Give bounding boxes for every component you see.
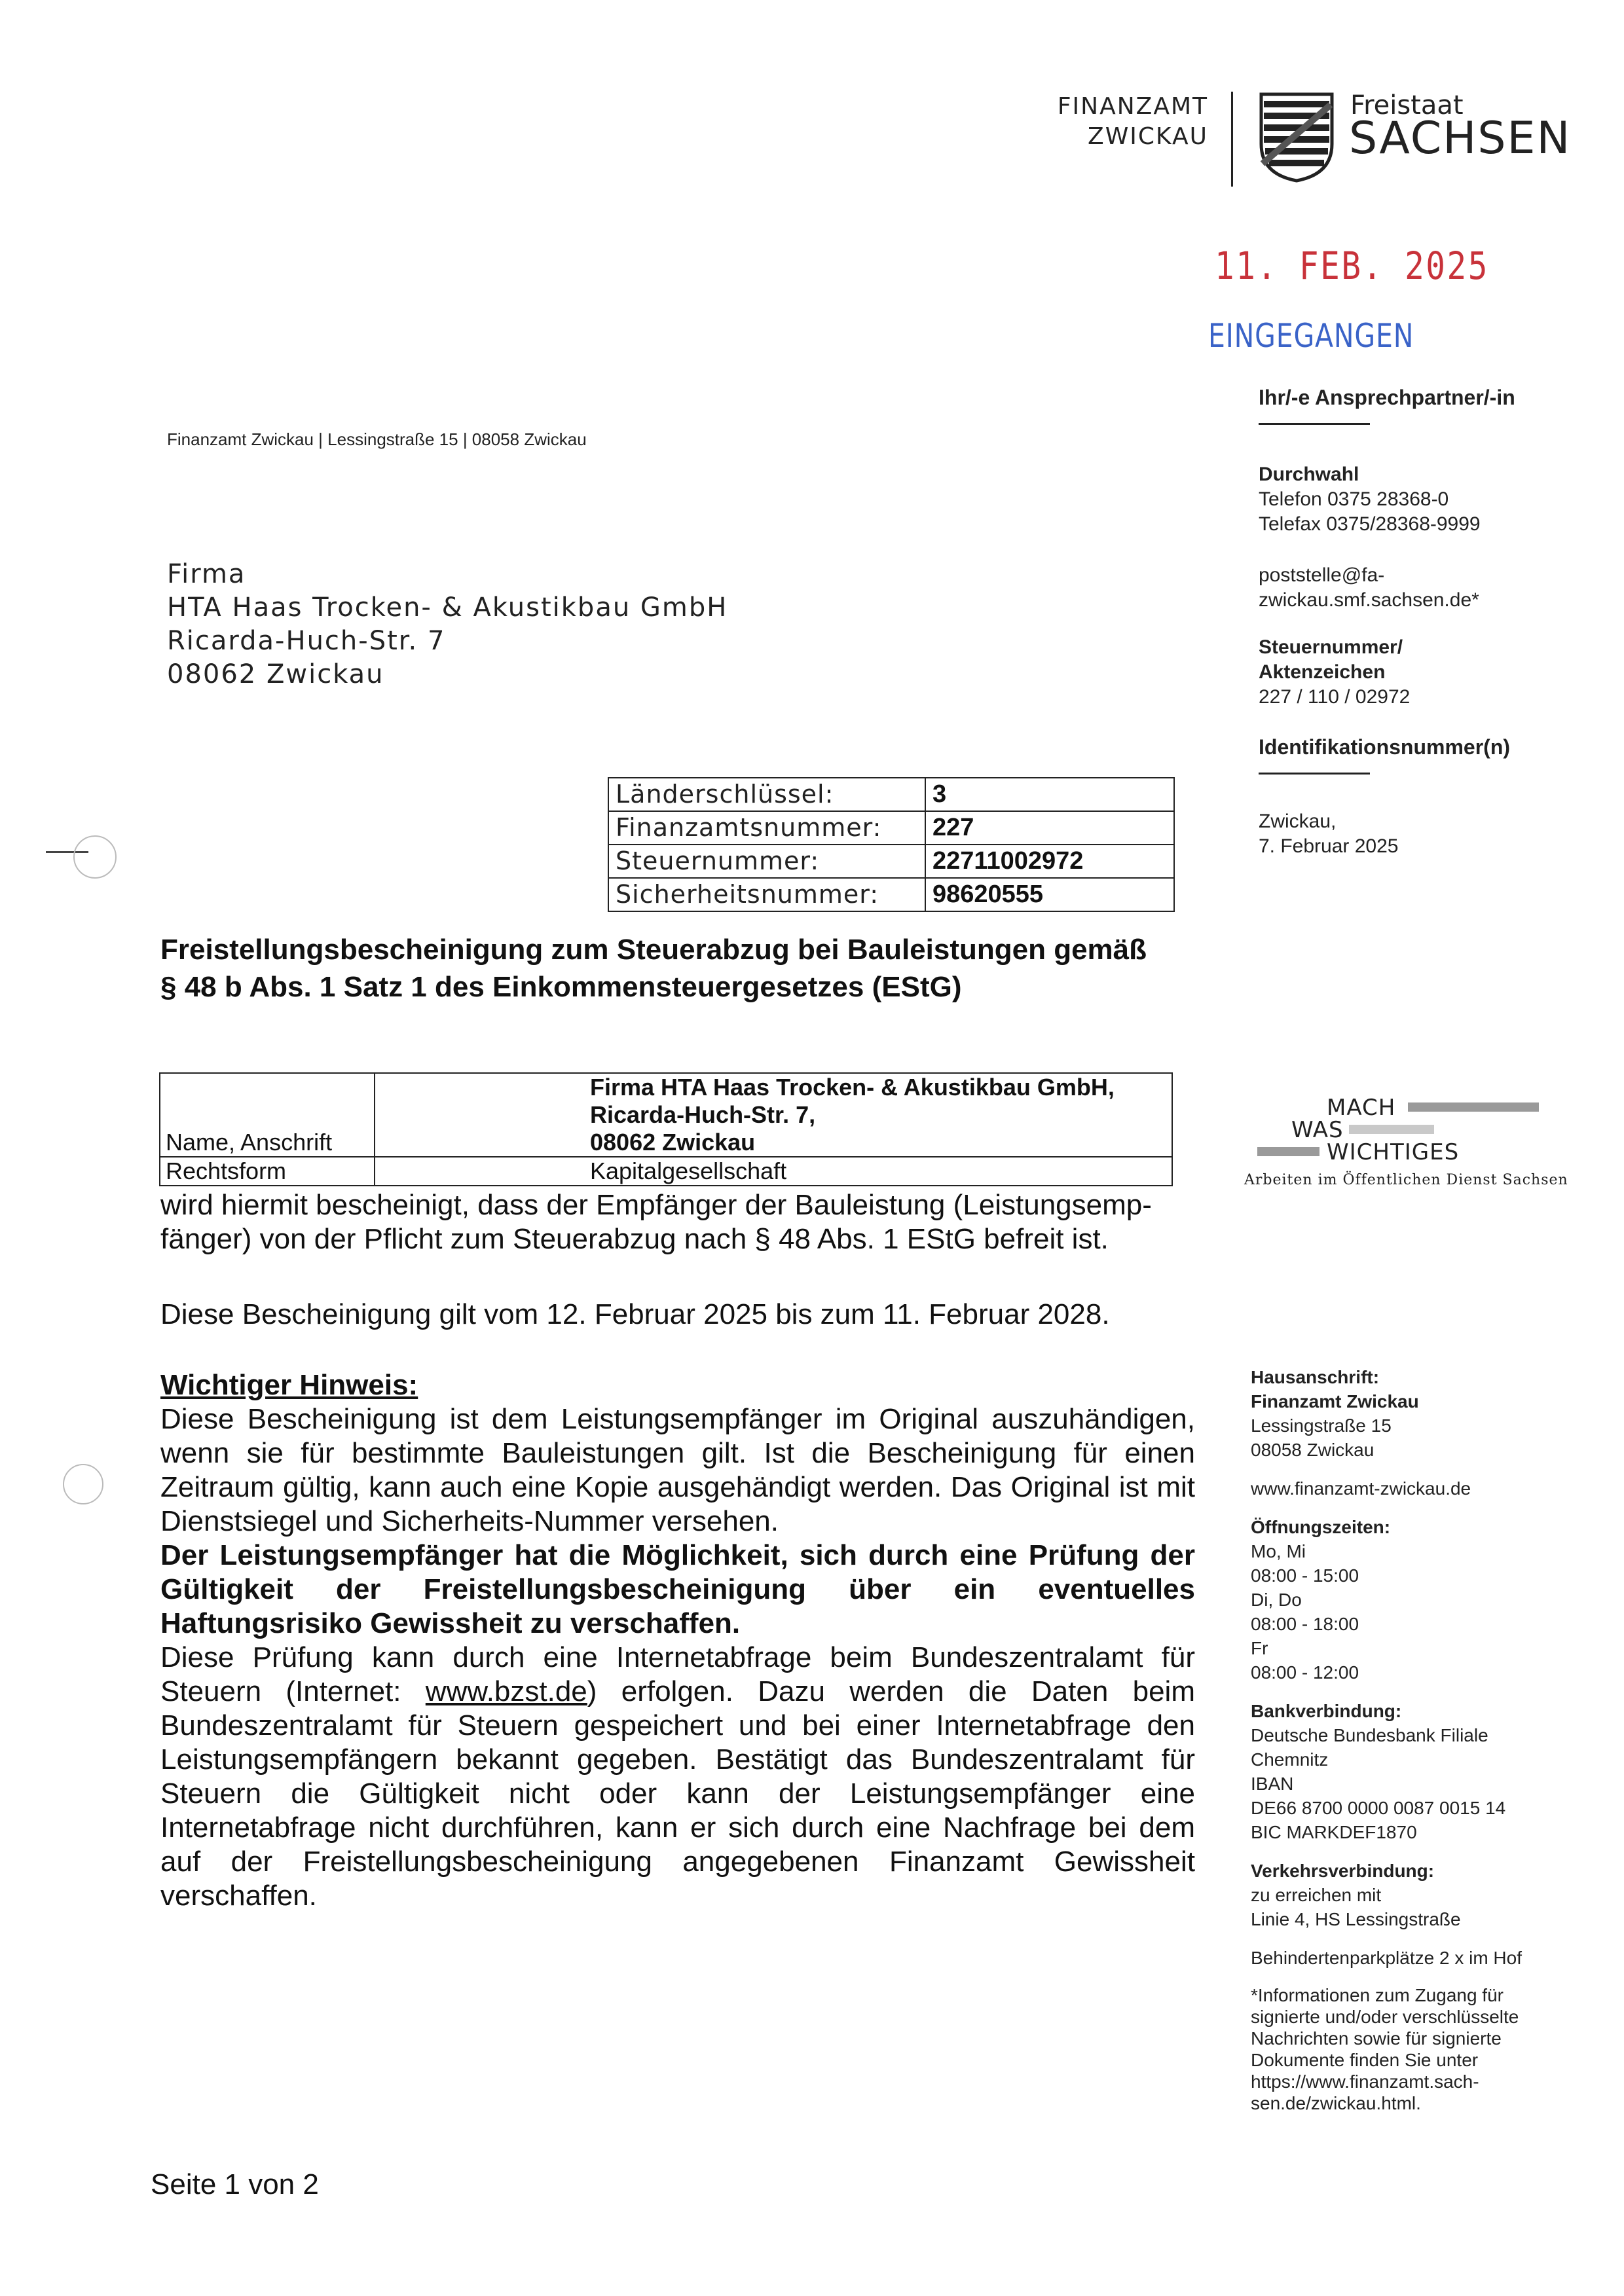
iban-value: DE66 8700 0000 0087 0015 14 [1251, 1798, 1506, 1818]
logo-bar [1349, 1125, 1434, 1134]
table-row [608, 878, 1174, 911]
company-table [159, 1072, 1173, 1186]
logo-word1: MACH [1327, 1095, 1396, 1121]
state-name-line1: Freistaat [1350, 90, 1464, 120]
recipient-line1: Firma [167, 559, 246, 589]
date-block [1259, 809, 1398, 859]
table-row [608, 845, 1174, 878]
key-label: Finanzamtsnummer: [608, 811, 925, 845]
id-rule [1259, 773, 1370, 774]
important-note-text: Diese Bescheinigung ist dem Leistungsempfänger im Original auszuhändigen, wenn sie für bestimmte Bauleistungen gilt. Ist die Bescheinigung für einen Zeitraum gültig, kann auch eine Kopie ausgehändigt werden. Das Original ist mit Dienstsiegel und Sicherheits-Nummer versehen. [160, 1403, 1195, 1537]
page-number: Seite 1 von 2 [151, 2168, 319, 2200]
hours-heading: Öffnungszeiten: [1251, 1517, 1391, 1537]
email-line2[interactable]: zwickau.smf.sachsen.de* [1259, 589, 1479, 611]
verification-text [160, 1641, 1195, 1913]
name-address-line1: Firma HTA Haas Trocken- & Akustikbau GmbH, Ricarda-Huch-Str. 7, [590, 1074, 1115, 1128]
email-line1[interactable]: poststelle@fa- [1259, 564, 1385, 586]
table-row [160, 1073, 1172, 1157]
key-value: 22711002972 [925, 845, 1174, 878]
certification-line1: wird hiermit bescheinigt, dass der Empfänger der Bauleistung (Leistungsemp- [160, 1189, 1152, 1221]
recipient-line2: HTA Haas Trocken- & Akustikbau GmbH [167, 592, 728, 623]
contact-heading: Ihr/-e Ansprechpartner/-in [1259, 386, 1515, 409]
hours-days: Mo, Mi [1251, 1541, 1306, 1561]
received-stamp-date: 11. FEB. 2025 [1215, 244, 1490, 288]
validity-text: Diese Bescheinigung gilt vom 12. Februar 2025 bis zum 11. Februar 2028. [160, 1298, 1110, 1330]
hausanschrift-city: 08058 Zwickau [1251, 1440, 1375, 1460]
office-name [1022, 92, 1208, 152]
bank-heading: Bankverbindung: [1251, 1701, 1402, 1721]
certification-line2: fänger) von der Pflicht zum Steuerabzug nach § 48 Abs. 1 EStG befreit ist. [160, 1223, 1109, 1255]
state-name-line2: SACHSEN [1349, 113, 1572, 164]
place: Zwickau, [1259, 811, 1337, 832]
logo-bar [1257, 1147, 1320, 1156]
durchwahl-heading: Durchwahl [1259, 464, 1359, 485]
traffic-line2: Linie 4, HS Lessingstraße [1251, 1909, 1461, 1929]
tax-keys-table [608, 777, 1175, 912]
note-line: signierte und/oder verschlüsselte [1251, 2007, 1519, 2027]
legal-form-label: Rechtsform [160, 1157, 375, 1186]
logo-word2: WAS [1291, 1117, 1344, 1143]
table-row [608, 811, 1174, 845]
hausanschrift-street: Lessingstraße 15 [1251, 1415, 1392, 1436]
office-name-line2: ZWICKAU [1088, 123, 1208, 150]
note-line: Nachrichten sowie für signierte [1251, 2028, 1502, 2049]
saxony-coat-of-arms-icon [1257, 92, 1336, 183]
important-note-heading: Wichtiger Hinweis: [160, 1369, 418, 1401]
parking-info: Behindertenparkplätze 2 x im Hof [1251, 1948, 1522, 1968]
bank-name1: Deutsche Bundesbank Filiale [1251, 1725, 1488, 1745]
traffic-line1: zu erreichen mit [1251, 1885, 1382, 1905]
verification-text-after: ) erfolgen. Dazu werden die Daten beim Bundeszentralamt für Steuern gespeichert und bei einer Internetabfrage den Leistungsempfängern bekannt gegeben. Bestätigt das Bundeszentralamt für Steuern die Gültigkeit nicht oder kann der Leistungsempfänger eine Internetabfrage nicht durchführen, kann er sich durch eine Nachfrage bei dem auf der Freistellungsbescheinigung angegebenen Finanzamt Gewissheit verschaffen. [160, 1675, 1195, 1912]
contact-rule [1259, 423, 1370, 425]
table-row [160, 1157, 1172, 1186]
id-heading: Identifikationsnummer(n) [1259, 735, 1511, 759]
telefax: Telefax 0375/28368-9999 [1259, 513, 1481, 535]
note-link[interactable]: https://www.finanzamt.sach- [1251, 2071, 1479, 2092]
important-note-bold: Der Leistungsempfänger hat die Möglichkeit, sich durch eine Prüfung der Gültigkeit der Freistellungsbescheinigung über ein eventuelles Haftungsrisiko Gewissheit zu verschaffen. [160, 1539, 1195, 1639]
name-address-label: Name, Anschrift [160, 1073, 375, 1157]
office-address-block [1251, 1365, 1522, 2114]
key-label: Sicherheitsnummer: [608, 878, 925, 911]
title-line1: Freistellungsbescheinigung zum Steuerabzug bei Bauleistungen gemäß [160, 934, 1147, 966]
tax-number-block [1259, 635, 1410, 710]
hausanschrift-name: Finanzamt Zwickau [1251, 1391, 1419, 1412]
recipient-line4: 08062 Zwickau [167, 659, 384, 689]
hours-days: Fr [1251, 1638, 1268, 1658]
bic-value: BIC MARKDEF1870 [1251, 1822, 1417, 1842]
name-address-line2: 08062 Zwickau [590, 1129, 756, 1156]
telefon: Telefon 0375 28368-0 [1259, 488, 1449, 510]
legal-form-text: Kapitalgesellschaft [590, 1157, 787, 1184]
note-line: *Informationen zum Zugang für [1251, 1985, 1504, 2005]
key-value: 98620555 [925, 878, 1174, 911]
traffic-heading: Verkehrsverbindung: [1251, 1861, 1435, 1881]
hours-days: Di, Do [1251, 1590, 1302, 1610]
sender-address-line: Finanzamt Zwickau | Lessingstraße 15 | 08058 Zwickau [167, 429, 587, 449]
phone-block [1259, 462, 1481, 537]
document-title [160, 931, 1147, 1006]
key-label: Länderschlüssel: [608, 778, 925, 811]
hours-time: 08:00 - 18:00 [1251, 1614, 1359, 1634]
bank-name2: Chemnitz [1251, 1749, 1329, 1770]
recipient-address [167, 558, 728, 691]
letter-date: 7. Februar 2025 [1259, 835, 1399, 857]
logo-tagline: Arbeiten im Öffentlichen Dienst Sachsen [1244, 1172, 1568, 1188]
hours-time: 08:00 - 15:00 [1251, 1565, 1359, 1586]
bzst-link[interactable]: www.bzst.de [425, 1675, 587, 1707]
digital-access-note [1251, 1984, 1522, 2114]
steuernummer-heading1: Steuernummer/ [1259, 636, 1403, 658]
punch-hole-mark [63, 1464, 103, 1504]
hours-time: 08:00 - 12:00 [1251, 1662, 1359, 1683]
name-address-value [375, 1073, 1172, 1157]
legal-form-value [375, 1157, 1172, 1186]
recipient-line3: Ricarda-Huch-Str. 7 [167, 626, 446, 656]
contact-block [1259, 385, 1515, 425]
header-divider [1231, 92, 1233, 187]
logo-bar [1408, 1102, 1539, 1112]
office-name-line1: FINANZAMT [1057, 93, 1208, 120]
hausanschrift-heading: Hausanschrift: [1251, 1367, 1380, 1387]
steuernummer-value: 227 / 110 / 02972 [1259, 686, 1411, 708]
punch-hole-mark [73, 835, 117, 879]
steuernummer-heading2: Aktenzeichen [1259, 661, 1386, 683]
logo-word3: WICHTIGES [1327, 1139, 1460, 1165]
certification-text [160, 1188, 1195, 1256]
verification-text-before: Diese Prüfung kann durch eine Internetabfrage beim Bundeszentralamt für Steuern (Internet: [160, 1641, 1195, 1707]
id-block [1259, 735, 1510, 774]
key-value: 3 [925, 778, 1174, 811]
title-line2: § 48 b Abs. 1 Satz 1 des Einkommensteuergesetzes (EStG) [160, 971, 962, 1003]
table-row [608, 778, 1174, 811]
email-block [1259, 563, 1479, 613]
iban-label: IBAN [1251, 1774, 1294, 1794]
note-line: Dokumente finden Sie unter [1251, 2050, 1479, 2070]
key-value: 227 [925, 811, 1174, 845]
note-link[interactable]: sen.de/zwickau.html. [1251, 2093, 1421, 2113]
important-note [160, 1368, 1195, 1913]
office-website[interactable]: www.finanzamt-zwickau.de [1251, 1478, 1471, 1499]
key-label: Steuernummer: [608, 845, 925, 878]
received-stamp-label: EINGEGANGEN [1208, 317, 1414, 355]
